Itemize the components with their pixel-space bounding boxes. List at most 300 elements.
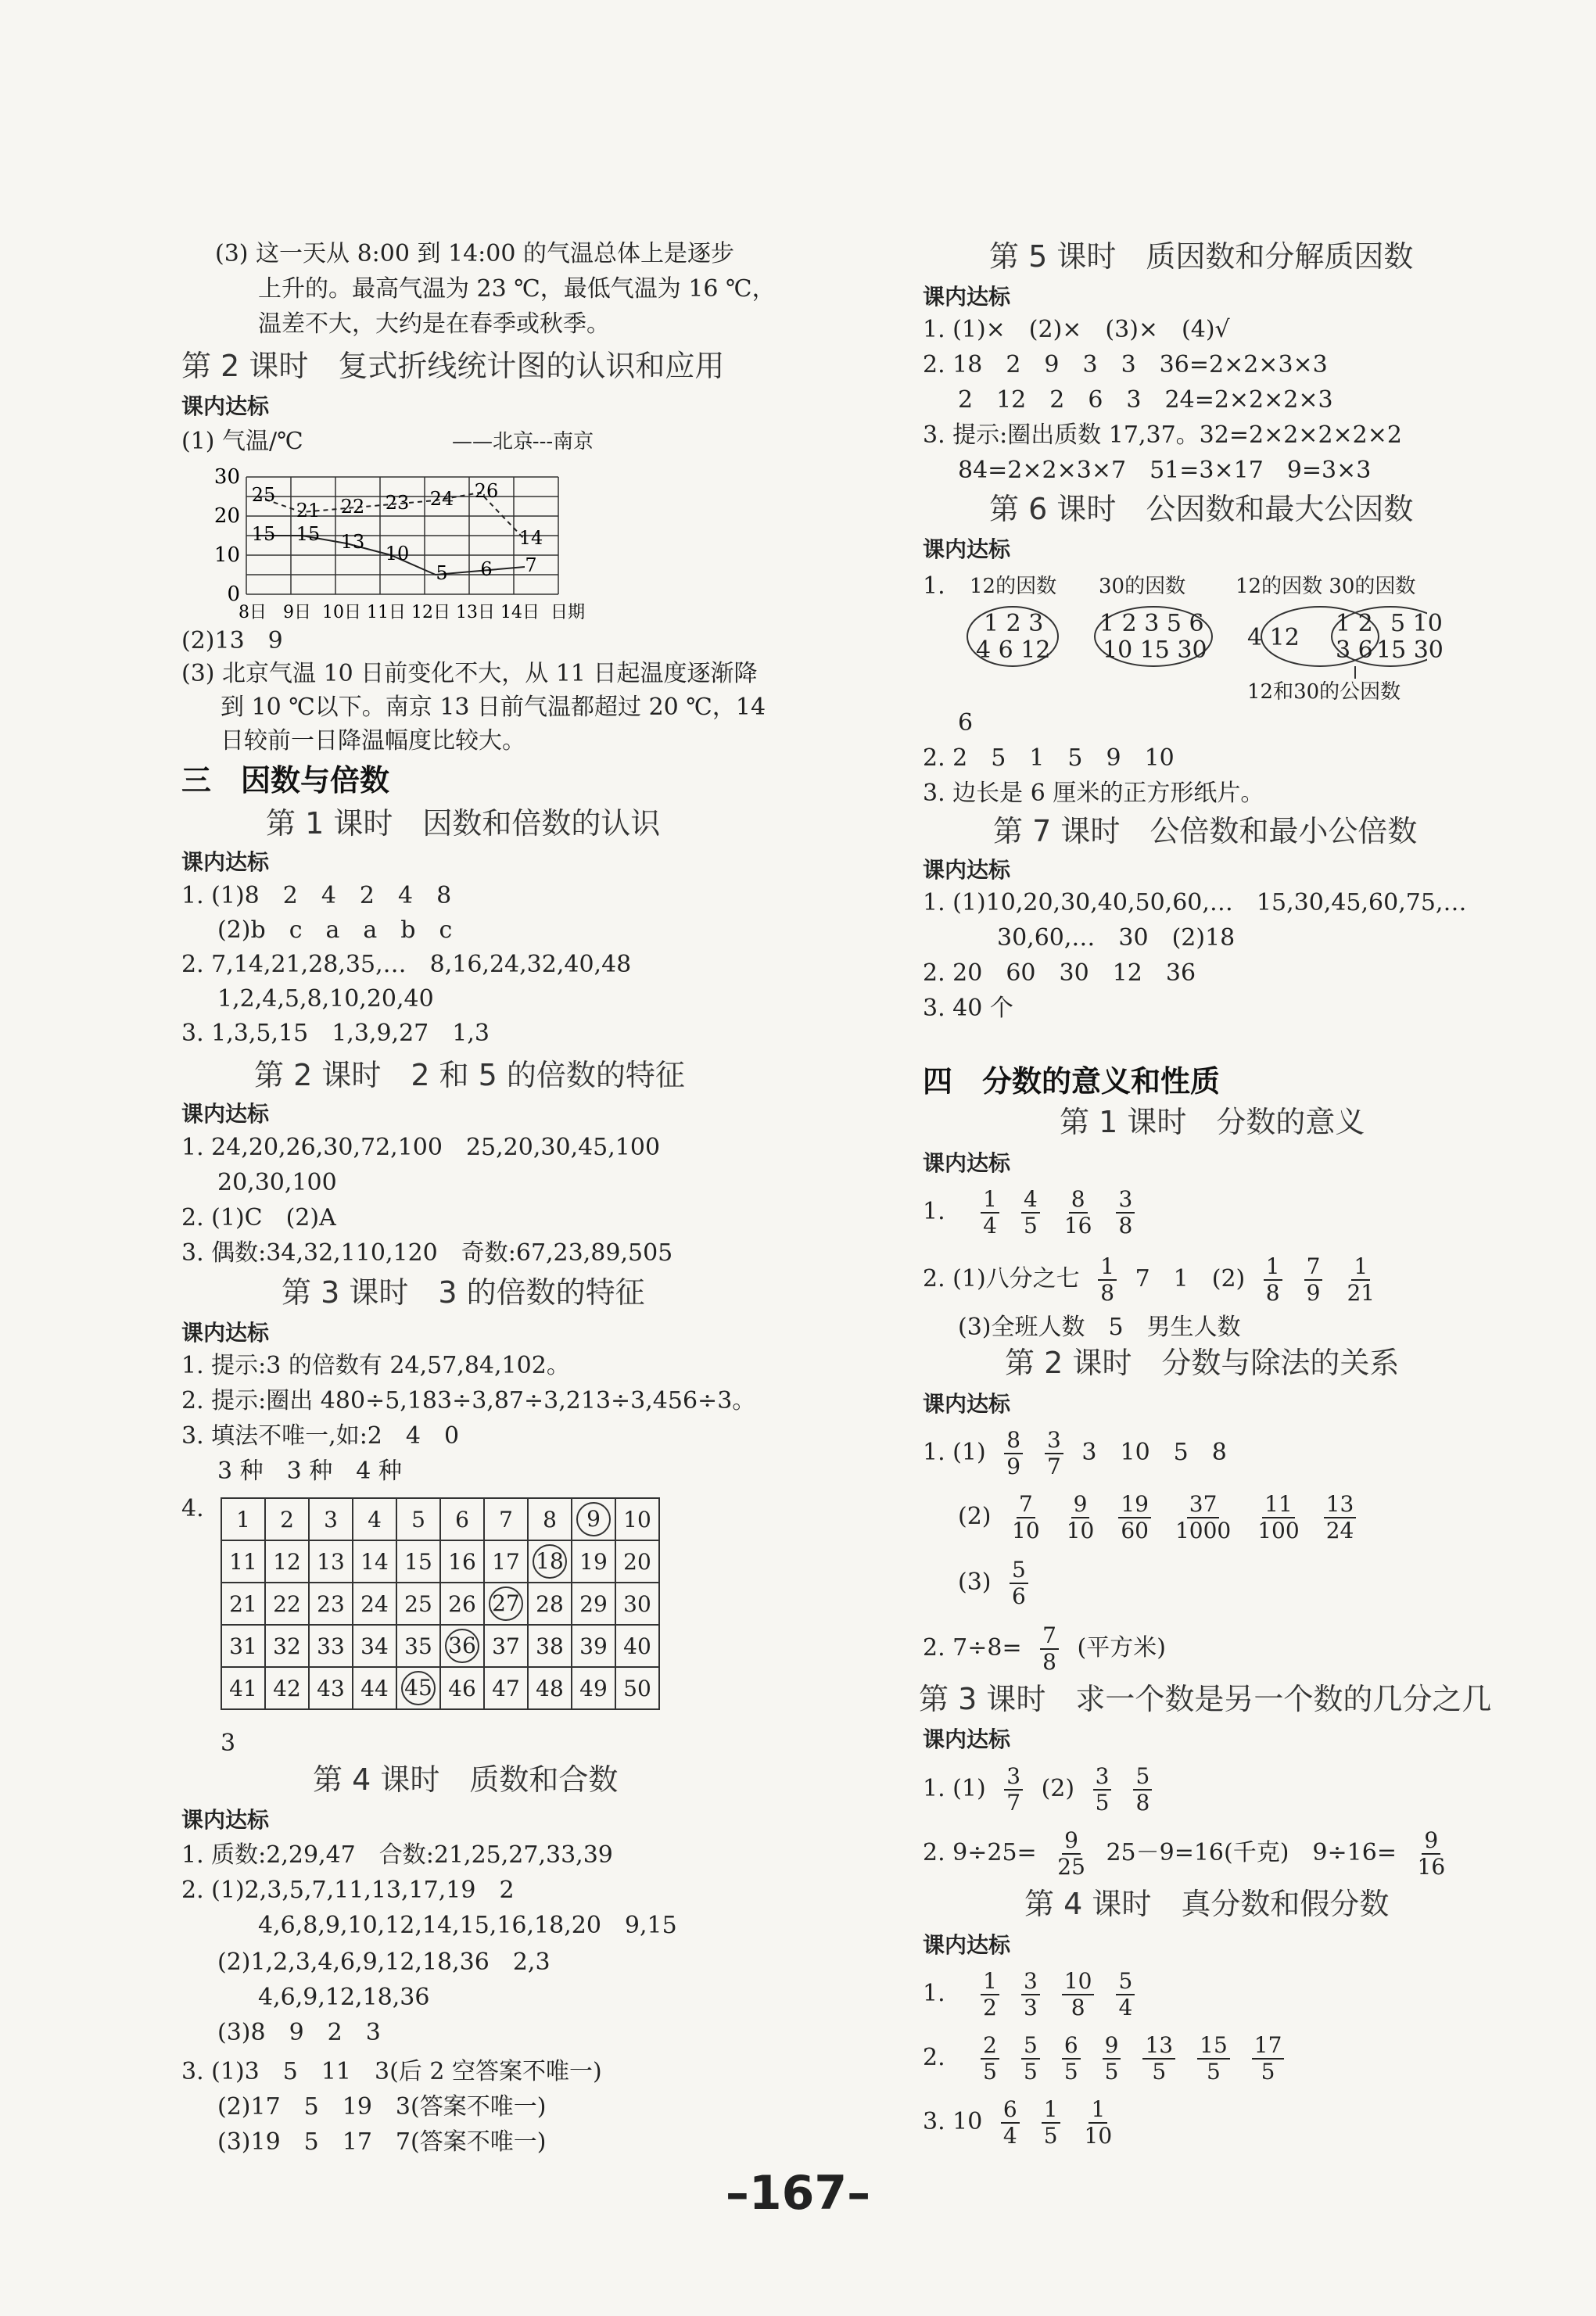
text-line: 1. (1)× (2)× (3)× (4)√ <box>923 316 1230 343</box>
fraction-list <box>1044 1827 1099 1880</box>
number-grid <box>221 1497 660 1710</box>
grid-cell: 22 <box>265 1583 309 1625</box>
text-span: 1. (1) <box>923 1775 986 1802</box>
numerator: 1 <box>1042 2097 1060 2124</box>
grid-cell: 3 <box>309 1498 353 1540</box>
grid-cell: 48 <box>528 1667 572 1709</box>
grid-cell: 10 <box>615 1498 659 1540</box>
grid-cell: 12 <box>265 1540 309 1583</box>
label-factors-12: 12的因数 <box>970 575 1057 598</box>
data-label-beijing: 6 <box>480 558 493 580</box>
numerator: 1 <box>1351 1254 1370 1281</box>
grid-cell: 11 <box>221 1540 265 1583</box>
circled-number: 36 <box>445 1629 479 1663</box>
fraction <box>1116 1969 1135 2020</box>
fraction-list <box>970 1186 1146 1239</box>
numerator: 7 <box>1017 1492 1035 1518</box>
denominator: 8 <box>1135 1790 1150 1816</box>
numerator: 3 <box>1045 1428 1063 1454</box>
text-line: 4,6,9,12,18,36 <box>258 1984 430 2011</box>
lesson-heading: 第 3 课时 3 的倍数的特征 <box>282 1275 645 1310</box>
fraction-row <box>958 1551 1039 1614</box>
numerator: 13 <box>1324 1492 1357 1518</box>
denominator: 5 <box>1095 1790 1110 1816</box>
denominator: 8 <box>1071 1995 1085 2020</box>
text-line: 1. 提示:3 的倍数有 24,57,84,102。 <box>181 1352 570 1379</box>
lesson-heading: 第 1 课时 因数和倍数的认识 <box>266 806 661 841</box>
text-line: (2)13 9 <box>181 627 283 654</box>
text-line: 3. 偶数:34,32,110,120 奇数:67,23,89,505 <box>181 1239 673 1267</box>
fraction <box>1042 2097 1060 2149</box>
lesson-heading: 第 5 课时 质因数和分解质因数 <box>989 239 1414 274</box>
subheading: 课内达标 <box>923 1391 1011 1417</box>
grid-cell: 23 <box>309 1583 353 1625</box>
numerator: 1 <box>1098 1254 1117 1281</box>
x-tick-label: 9日 <box>283 603 311 622</box>
grid-cell <box>572 1498 615 1540</box>
numerator: 3 <box>1021 1969 1040 1995</box>
denominator: 4 <box>983 1213 997 1239</box>
fraction <box>1103 2033 1121 2085</box>
text-line: 2. 18 2 9 3 3 36=2×2×3×3 <box>923 351 1328 378</box>
denominator: 5 <box>1207 2059 1221 2085</box>
fraction-list <box>970 1968 1146 2020</box>
text-line: 84=2×2×3×7 51=3×17 9=3×3 <box>958 457 1372 484</box>
text-line: (2)17 5 19 3(答案不唯一) <box>217 2093 547 2121</box>
text-line: 上升的。最高气温为 23 ℃，最低气温为 16 ℃， <box>258 275 776 303</box>
grid-cell: 16 <box>440 1540 484 1583</box>
numerator: 1 <box>1264 1254 1282 1281</box>
grid-cell: 35 <box>396 1625 440 1667</box>
text-span: (3) <box>958 1568 992 1596</box>
grid-cell: 17 <box>484 1540 528 1583</box>
denominator: 100 <box>1257 1518 1300 1543</box>
text-line: 2. 2 5 1 5 9 10 <box>923 744 1175 772</box>
text-span: 3. 10 <box>923 2108 983 2135</box>
grid-cell: 8 <box>528 1498 572 1540</box>
y-tick-label: 0 <box>227 583 240 606</box>
data-label-nanjing: 22 <box>340 496 365 518</box>
grid-cell: 1 <box>221 1498 265 1540</box>
question-number: 2. <box>923 2044 945 2071</box>
denominator: 2 <box>983 1995 997 2020</box>
fraction-list <box>999 1557 1039 1609</box>
subheading: 课内达标 <box>923 284 1011 310</box>
data-label-beijing: 15 <box>251 523 276 545</box>
subheading: 课内达标 <box>181 1807 270 1833</box>
lesson-heading: 第 2 课时 复式折线统计图的认识和应用 <box>181 349 725 383</box>
x-tick-label: 日期 <box>550 603 586 622</box>
grid-cell <box>484 1583 528 1625</box>
text-line: 4,6,8,9,10,12,14,15,16,18,20 9,15 <box>258 1912 677 1939</box>
subheading: 课内达标 <box>181 1320 270 1346</box>
lesson-heading: 第 2 课时 2 和 5 的倍数的特征 <box>254 1058 685 1092</box>
numerator: 10 <box>1062 1969 1095 1995</box>
fraction-row <box>923 1422 1227 1484</box>
denominator: 5 <box>1152 2059 1167 2085</box>
numerator: 8 <box>1069 1187 1088 1214</box>
lesson-heading: 第 7 课时 公倍数和最小公倍数 <box>993 814 1418 848</box>
numerator: 2 <box>981 2033 999 2060</box>
denominator: 8 <box>1100 1280 1115 1306</box>
grid-cell <box>396 1667 440 1709</box>
fraction-list <box>990 2096 1125 2149</box>
data-label-nanjing: 26 <box>474 480 499 502</box>
subheading: 课内达标 <box>181 849 270 875</box>
text-line: 2 12 2 6 3 24=2×2×2×3 <box>958 386 1333 414</box>
fraction-row <box>923 1758 1163 1820</box>
fraction <box>981 1187 999 1239</box>
text-span: (2) <box>958 1503 992 1530</box>
fraction <box>1064 1492 1097 1543</box>
denominator: 5 <box>1104 2059 1119 2085</box>
fraction <box>1001 2097 1020 2149</box>
denominator: 16 <box>1417 1854 1446 1880</box>
denominator: 6 <box>1012 1583 1026 1609</box>
subheading: 课内达标 <box>923 1726 1011 1752</box>
grid-cell: 15 <box>396 1540 440 1583</box>
denominator: 7 <box>1006 1790 1021 1816</box>
venn-right-row2: 15 30 <box>1376 636 1444 664</box>
grid-cell: 46 <box>440 1667 484 1709</box>
numerator: 17 <box>1252 2033 1285 2060</box>
text-line: 20,30,100 <box>217 1169 337 1196</box>
question-number: 1. <box>923 1198 945 1225</box>
text-line: 30,60,… 30 (2)18 <box>997 924 1236 952</box>
grid-cell: 14 <box>353 1540 396 1583</box>
grid-cell: 20 <box>615 1540 659 1583</box>
grid-cell: 44 <box>353 1667 396 1709</box>
fraction <box>1133 1764 1152 1816</box>
venn-common-row2: 3 6 <box>1336 636 1373 664</box>
question-number: 4. <box>181 1495 204 1522</box>
fraction <box>981 1969 999 2020</box>
fraction-row <box>958 1486 1367 1548</box>
set-12-row1: 1 2 3 <box>984 610 1044 637</box>
lesson-heading: 第 4 课时 质数和合数 <box>313 1762 619 1797</box>
denominator: 10 <box>1084 2123 1113 2149</box>
grid-cell: 33 <box>309 1625 353 1667</box>
fraction <box>1062 2033 1081 2085</box>
fraction-list <box>1029 1622 1070 1675</box>
venn-left: 4 12 <box>1247 624 1300 651</box>
text-line: 1. 24,20,26,30,72,100 25,20,30,45,100 <box>181 1134 661 1161</box>
text-line: (3)19 5 17 7(答案不唯一) <box>217 2128 547 2156</box>
denominator: 4 <box>1002 2123 1017 2149</box>
fraction <box>1004 1764 1023 1816</box>
fraction <box>1255 1492 1301 1543</box>
grid-cell: 43 <box>309 1667 353 1709</box>
venn-common-row1: 1 2 <box>1336 610 1373 637</box>
subheading: 课内达标 <box>923 1150 1011 1176</box>
text-span: 2. 9÷25= <box>923 1839 1037 1866</box>
grid-cell: 42 <box>265 1667 309 1709</box>
line-chart <box>180 454 618 626</box>
fraction <box>1004 1428 1023 1479</box>
grid-cell: 40 <box>615 1625 659 1667</box>
grid-cell: 26 <box>440 1583 484 1625</box>
grid-row <box>221 1498 659 1540</box>
numerator: 3 <box>1116 1187 1135 1214</box>
denominator: 5 <box>1063 2059 1078 2085</box>
circled-number: 45 <box>401 1671 436 1705</box>
subheading: 课内达标 <box>181 393 270 419</box>
denominator: 4 <box>1118 1995 1133 2020</box>
grid-cell: 39 <box>572 1625 615 1667</box>
numerator: 13 <box>1142 2033 1175 2060</box>
data-label-beijing: 15 <box>296 523 321 545</box>
text-line: 1,2,4,5,8,10,20,40 <box>217 985 434 1013</box>
numerator: 8 <box>1004 1428 1023 1454</box>
numerator: 15 <box>1197 2033 1230 2060</box>
text-line: 1. (1)10,20,30,40,50,60,… 15,30,45,60,75,… <box>923 889 1467 916</box>
fraction-list <box>1253 1253 1388 1306</box>
page-number: –167– <box>725 2166 871 2221</box>
numerator: 3 <box>1093 1764 1112 1791</box>
text-span: 7 1 (2) <box>1135 1265 1246 1292</box>
fraction-list <box>1404 1827 1459 1880</box>
subheading: 课内达标 <box>181 1101 270 1127</box>
data-label-nanjing: 24 <box>429 488 454 510</box>
x-tick-label: 12日 <box>411 603 450 622</box>
x-tick-label: 11日 <box>367 603 406 622</box>
grid-cell: 32 <box>265 1625 309 1667</box>
grid-cell <box>440 1625 484 1667</box>
denominator: 1000 <box>1175 1518 1232 1543</box>
text-line: 日较前一日降温幅度比较大。 <box>221 727 525 755</box>
fraction-row <box>923 2027 1295 2089</box>
text-line: (3)全班人数 5 男生人数 <box>958 1314 1241 1341</box>
grid-cell: 29 <box>572 1583 615 1625</box>
text-line: 1. (1)8 2 4 2 4 8 <box>181 882 452 909</box>
numerator: 5 <box>1116 1969 1135 1995</box>
data-label-beijing: 13 <box>340 531 365 553</box>
text-span: 3 10 5 8 <box>1081 1439 1227 1466</box>
fraction-list <box>993 1427 1074 1479</box>
fraction <box>1116 1187 1135 1239</box>
numerator: 5 <box>1010 1558 1028 1584</box>
set-30-row1: 1 2 3 5 6 <box>1099 610 1204 637</box>
numerator: 5 <box>1133 1764 1152 1791</box>
y-tick-label: 20 <box>213 504 240 528</box>
fraction <box>1264 1254 1282 1306</box>
denominator: 16 <box>1063 1213 1092 1239</box>
lesson-heading: 第 6 课时 公因数和最大公因数 <box>989 492 1414 526</box>
text-line: 3 <box>221 1730 236 1757</box>
numerator: 1 <box>981 1969 999 1995</box>
question-number: 1. <box>923 572 945 600</box>
x-tick-label: 10日 <box>322 603 361 622</box>
fraction <box>1098 1254 1117 1306</box>
text-line: 3. 边长是 6 厘米的正方形纸片。 <box>923 780 1264 807</box>
fraction <box>1142 2033 1175 2085</box>
fraction <box>1062 1969 1095 2020</box>
grid-cell: 31 <box>221 1625 265 1667</box>
grid-cell: 25 <box>396 1583 440 1625</box>
label-venn-title: 12的因数 30的因数 <box>1236 575 1416 598</box>
y-tick-label: 30 <box>213 465 240 489</box>
text-line: (3)8 9 2 3 <box>217 2019 381 2046</box>
denominator: 5 <box>1024 1213 1038 1239</box>
numerator: 1 <box>1089 2097 1107 2124</box>
numerator: 11 <box>1262 1492 1295 1518</box>
text-line: (3) 这一天从 8:00 到 14:00 的气温总体上是逐步 <box>215 240 734 267</box>
fraction-list <box>993 1763 1034 1816</box>
subheading: 课内达标 <box>923 536 1011 562</box>
denominator: 25 <box>1057 1854 1085 1880</box>
fraction-list <box>999 1491 1367 1543</box>
data-label-nanjing: 25 <box>251 484 276 506</box>
fraction-row <box>923 1822 1458 1884</box>
text-line: 3. 40 个 <box>923 995 1013 1022</box>
text-span: 2. 7÷8= <box>923 1634 1022 1662</box>
question-number: 1. <box>923 1980 945 2007</box>
circled-number: 9 <box>576 1502 611 1536</box>
numerator: 9 <box>1103 2033 1121 2060</box>
grid-cell: 41 <box>221 1667 265 1709</box>
denominator: 9 <box>1306 1280 1321 1306</box>
fraction <box>1045 1428 1063 1479</box>
fraction <box>1344 1254 1377 1306</box>
text-line: 1. 质数:2,29,47 合数:21,25,27,33,39 <box>181 1841 613 1869</box>
fraction-row <box>923 1249 1388 1309</box>
data-label-beijing: 10 <box>385 543 410 565</box>
fraction <box>1021 1187 1040 1239</box>
numerator: 4 <box>1021 1187 1040 1214</box>
fraction <box>1062 1187 1095 1239</box>
fraction <box>981 2033 999 2085</box>
text-line: 温差不大，大约是在春季或秋季。 <box>258 310 610 338</box>
text-line: 3 种 3 种 4 种 <box>217 1457 402 1485</box>
grid-cell: 7 <box>484 1498 528 1540</box>
numerator: 19 <box>1118 1492 1151 1518</box>
x-tick-label: 14日 <box>500 603 540 622</box>
chart-label: (1) 气温/℃ <box>181 428 303 455</box>
grid-cell: 49 <box>572 1667 615 1709</box>
numerator: 9 <box>1071 1492 1090 1518</box>
section-heading: 三 因数与倍数 <box>181 763 390 798</box>
x-tick-label: 13日 <box>456 603 495 622</box>
fraction <box>1021 2033 1040 2085</box>
fraction <box>1252 2033 1285 2085</box>
y-tick-label: 10 <box>213 543 240 567</box>
data-label-beijing: 7 <box>525 554 537 576</box>
fraction <box>1304 1254 1323 1306</box>
text-line: 3. 填法不唯一,如:2 4 0 <box>181 1422 460 1450</box>
fraction <box>1324 1492 1357 1543</box>
fraction <box>1173 1492 1233 1543</box>
grid-cell: 13 <box>309 1540 353 1583</box>
grid-row <box>221 1540 659 1583</box>
text-span: (2) <box>1041 1775 1075 1802</box>
numerator: 9 <box>1062 1828 1081 1855</box>
legend-nanjing: ----南京 <box>525 430 594 454</box>
fraction <box>1197 2033 1230 2085</box>
grid-cell: 6 <box>440 1498 484 1540</box>
fraction <box>1082 2097 1115 2149</box>
text-line: (3) 北京气温 10 日前变化不大，从 11 日起温度逐渐降 <box>181 660 758 687</box>
denominator: 21 <box>1347 1280 1375 1306</box>
label-factors-30: 30的因数 <box>1099 575 1186 598</box>
fraction-row <box>923 1617 1166 1680</box>
grid-cell: 24 <box>353 1583 396 1625</box>
x-tick-label: 8日 <box>239 603 267 622</box>
denominator: 5 <box>1024 2059 1038 2085</box>
grid-cell: 30 <box>615 1583 659 1625</box>
fraction <box>1415 1828 1448 1880</box>
denominator: 24 <box>1325 1518 1354 1543</box>
fraction <box>1055 1828 1088 1880</box>
grid-cell: 38 <box>528 1625 572 1667</box>
text-line: 2. 7,14,21,28,35,… 8,16,24,32,40,48 <box>181 951 632 978</box>
text-line: (2)1,2,3,4,6,9,12,18,36 2,3 <box>217 1949 551 1976</box>
grid-cell: 37 <box>484 1625 528 1667</box>
denominator: 10 <box>1012 1518 1040 1543</box>
grid-cell <box>528 1540 572 1583</box>
subheading: 课内达标 <box>923 857 1011 883</box>
numerator: 3 <box>1004 1764 1023 1791</box>
lesson-heading: 第 2 课时 分数与除法的关系 <box>1005 1346 1400 1380</box>
grid-cell: 4 <box>353 1498 396 1540</box>
data-label-nanjing: 23 <box>385 492 410 514</box>
denominator: 3 <box>1024 1995 1038 2020</box>
lesson-heading: 第 4 课时 真分数和假分数 <box>1024 1887 1390 1921</box>
numerator: 1 <box>981 1187 999 1214</box>
fraction-row <box>923 1963 1146 2025</box>
subheading: 课内达标 <box>923 1932 1011 1958</box>
numerator: 7 <box>1040 1623 1059 1650</box>
denominator: 8 <box>1042 1649 1056 1675</box>
numerator: 7 <box>1304 1254 1323 1281</box>
legend-beijing: ——北京 <box>452 430 534 454</box>
fraction-list <box>1082 1763 1164 1816</box>
fraction-row <box>923 1182 1146 1242</box>
text-line: 2. (1)C (2)A <box>181 1204 336 1231</box>
denominator: 8 <box>1118 1213 1133 1239</box>
set-30-row2: 10 15 30 <box>1103 636 1207 664</box>
fraction <box>1118 1492 1151 1543</box>
grid-cell: 28 <box>528 1583 572 1625</box>
denominator: 5 <box>983 2059 997 2085</box>
text-line: 2. 提示:圈出 480÷5,183÷3,87÷3,213÷3,456÷3。 <box>181 1387 756 1414</box>
text-span: 25－9=16(千克) 9÷16= <box>1106 1839 1397 1866</box>
grid-row <box>221 1583 659 1625</box>
fraction-list <box>1087 1253 1128 1306</box>
section-heading: 四 分数的意义和性质 <box>923 1064 1221 1099</box>
fraction <box>1040 1623 1059 1675</box>
grid-cell: 2 <box>265 1498 309 1540</box>
data-label-nanjing: 21 <box>296 500 321 522</box>
text-line: 2. (1)2,3,5,7,11,13,17,19 2 <box>181 1877 515 1904</box>
numerator: 5 <box>1021 2033 1040 2060</box>
fraction <box>1093 1764 1112 1816</box>
data-label-nanjing: 14 <box>518 527 543 549</box>
denominator: 7 <box>1047 1454 1061 1479</box>
text-span: (平方米) <box>1077 1634 1166 1662</box>
text-line: 到 10 ℃以下。南京 13 日前气温都超过 20 ℃，14 <box>221 694 766 721</box>
denominator: 9 <box>1006 1454 1021 1479</box>
text-line: 6 <box>958 709 974 737</box>
grid-cell: 47 <box>484 1667 528 1709</box>
lesson-heading: 第 3 课时 求一个数是另一个数的几分之几 <box>919 1682 1492 1716</box>
text-line: 3. (1)3 5 11 3(后 2 空答案不唯一) <box>181 2058 602 2085</box>
grid-row <box>221 1667 659 1709</box>
text-line: 3. 1,3,5,15 1,3,9,27 1,3 <box>181 1020 490 1047</box>
grid-cell: 50 <box>615 1667 659 1709</box>
numerator: 6 <box>1001 2097 1020 2124</box>
fraction-row <box>923 2091 1125 2153</box>
denominator: 5 <box>1261 2059 1275 2085</box>
